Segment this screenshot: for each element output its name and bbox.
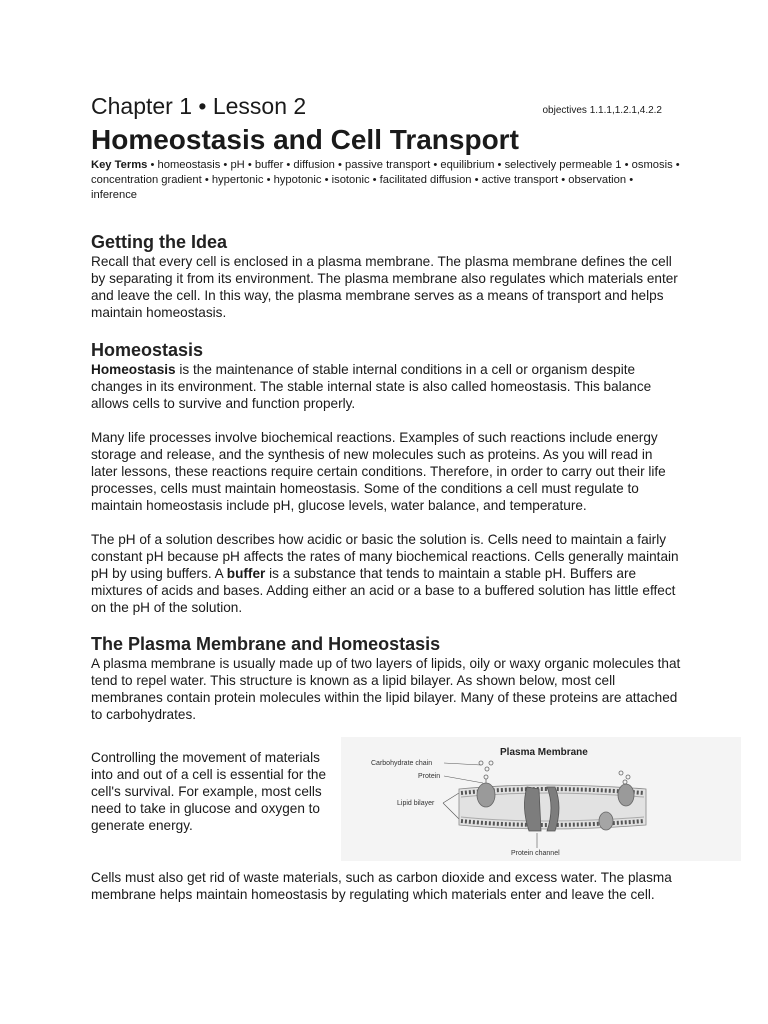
ph-text-before: The pH of a solution describes how acidic or basic the solution is. Cells need to maintain a fairly constant pH because pH affects the rates of many biochemical reactions. Cells generally maintain pH by using buffers. A xyxy=(91,532,679,581)
heading-homeostasis: Homeostasis xyxy=(91,340,204,360)
paragraph-getting-the-idea: Recall that every cell is enclosed in a plasma membrane. The plasma membrane defines the cell by separating it from its environment. The plasma membrane also regulates which materials enter and leave the cell. In this way, the plasma membrane serves as a means of transport and helps maintain homeostasis. xyxy=(91,254,678,320)
label-lipid-bilayer: Lipid bilayer xyxy=(397,800,435,807)
figure-row xyxy=(91,737,681,861)
heading-getting-the-idea: Getting the Idea xyxy=(91,232,228,252)
paragraph-controlling-movement: Controlling the movement of materials into and out of a cell is essential for the cell's survival. For example, most cells need to take in glucose and oxygen to generate energy. xyxy=(91,750,327,833)
paragraph-homeostasis-definition xyxy=(91,361,681,412)
term-buffer: buffer xyxy=(226,566,266,581)
page-title: Homeostasis and Cell Transport xyxy=(91,124,519,155)
paragraph-waste-materials: Cells must also get rid of waste materials, such as carbon dioxide and excess water. The plasma membrane helps maintain homeostasis by regulating which materials enter and leave the cell. xyxy=(91,870,672,902)
paragraph-ph xyxy=(91,531,681,616)
chapter-label: Chapter 1 • Lesson 2 xyxy=(91,93,307,119)
plasma-membrane-figure xyxy=(341,737,741,861)
figure-title: Plasma Membrane xyxy=(500,747,588,758)
objectives-label: objectives 1.1.1,1.2.1,4.2.2 xyxy=(542,105,662,116)
ph-text-after: is a substance that tends to maintain a stable pH. Buffers are mixtures of acids and bases. Adding either an acid or a base to a buffered solution has little effect on the pH of the solution. xyxy=(91,566,676,615)
label-carbohydrate-chain: Carbohydrate chain xyxy=(371,760,433,767)
carbohydrate-chain-shape xyxy=(479,761,630,784)
protein-shape-left xyxy=(477,783,495,807)
paragraph-life-processes: Many life processes involve biochemical reactions. Examples of such reactions include energy storage and release, and the synthesis of new molecules such as proteins. As you will read in later lessons, these reactions require certain conditions. Therefore, in order to carry out their life processes, cells must maintain homeostasis. Some of the conditions a cell must regulate to maintain homeostasis include pH, glucose levels, water balance, and temperature. xyxy=(91,430,666,513)
key-terms xyxy=(91,158,681,203)
heading-plasma-membrane: The Plasma Membrane and Homeostasis xyxy=(91,634,441,654)
plasma-membrane-diagram xyxy=(341,737,741,861)
label-protein-channel: Protein channel xyxy=(511,850,560,857)
label-protein: Protein xyxy=(418,773,441,780)
homeostasis-definition-text: is the maintenance of stable internal conditions in a cell or organism despite changes in its environment. The stable internal state is also called homeostasis. This balance allows cells to survive and function properly. xyxy=(91,362,652,411)
term-homeostasis: Homeostasis xyxy=(91,362,176,377)
key-terms-label: Key Terms xyxy=(91,159,148,171)
protein-shape-right xyxy=(618,784,634,806)
document-page xyxy=(91,92,681,903)
paragraph-lipid-bilayer: A plasma membrane is usually made up of two layers of lipids, oily or waxy organic molecules that tend to repel water. This structure is known as a lipid bilayer. As shown below, most cell membranes contain protein molecules within the lipid bilayer. Many of these proteins are attached to carbohydrates. xyxy=(91,656,681,722)
chapter-header xyxy=(91,92,681,122)
key-terms-list: • homeostasis • pH • buffer • diffusion • passive transport • equilibrium • selectively permeable 1 • osmosis • concentration gradient • hypertonic • hypotonic • isotonic • facilitated diffusion • active transport • observation • inference xyxy=(91,159,680,201)
protein-shape-lower xyxy=(599,812,613,830)
